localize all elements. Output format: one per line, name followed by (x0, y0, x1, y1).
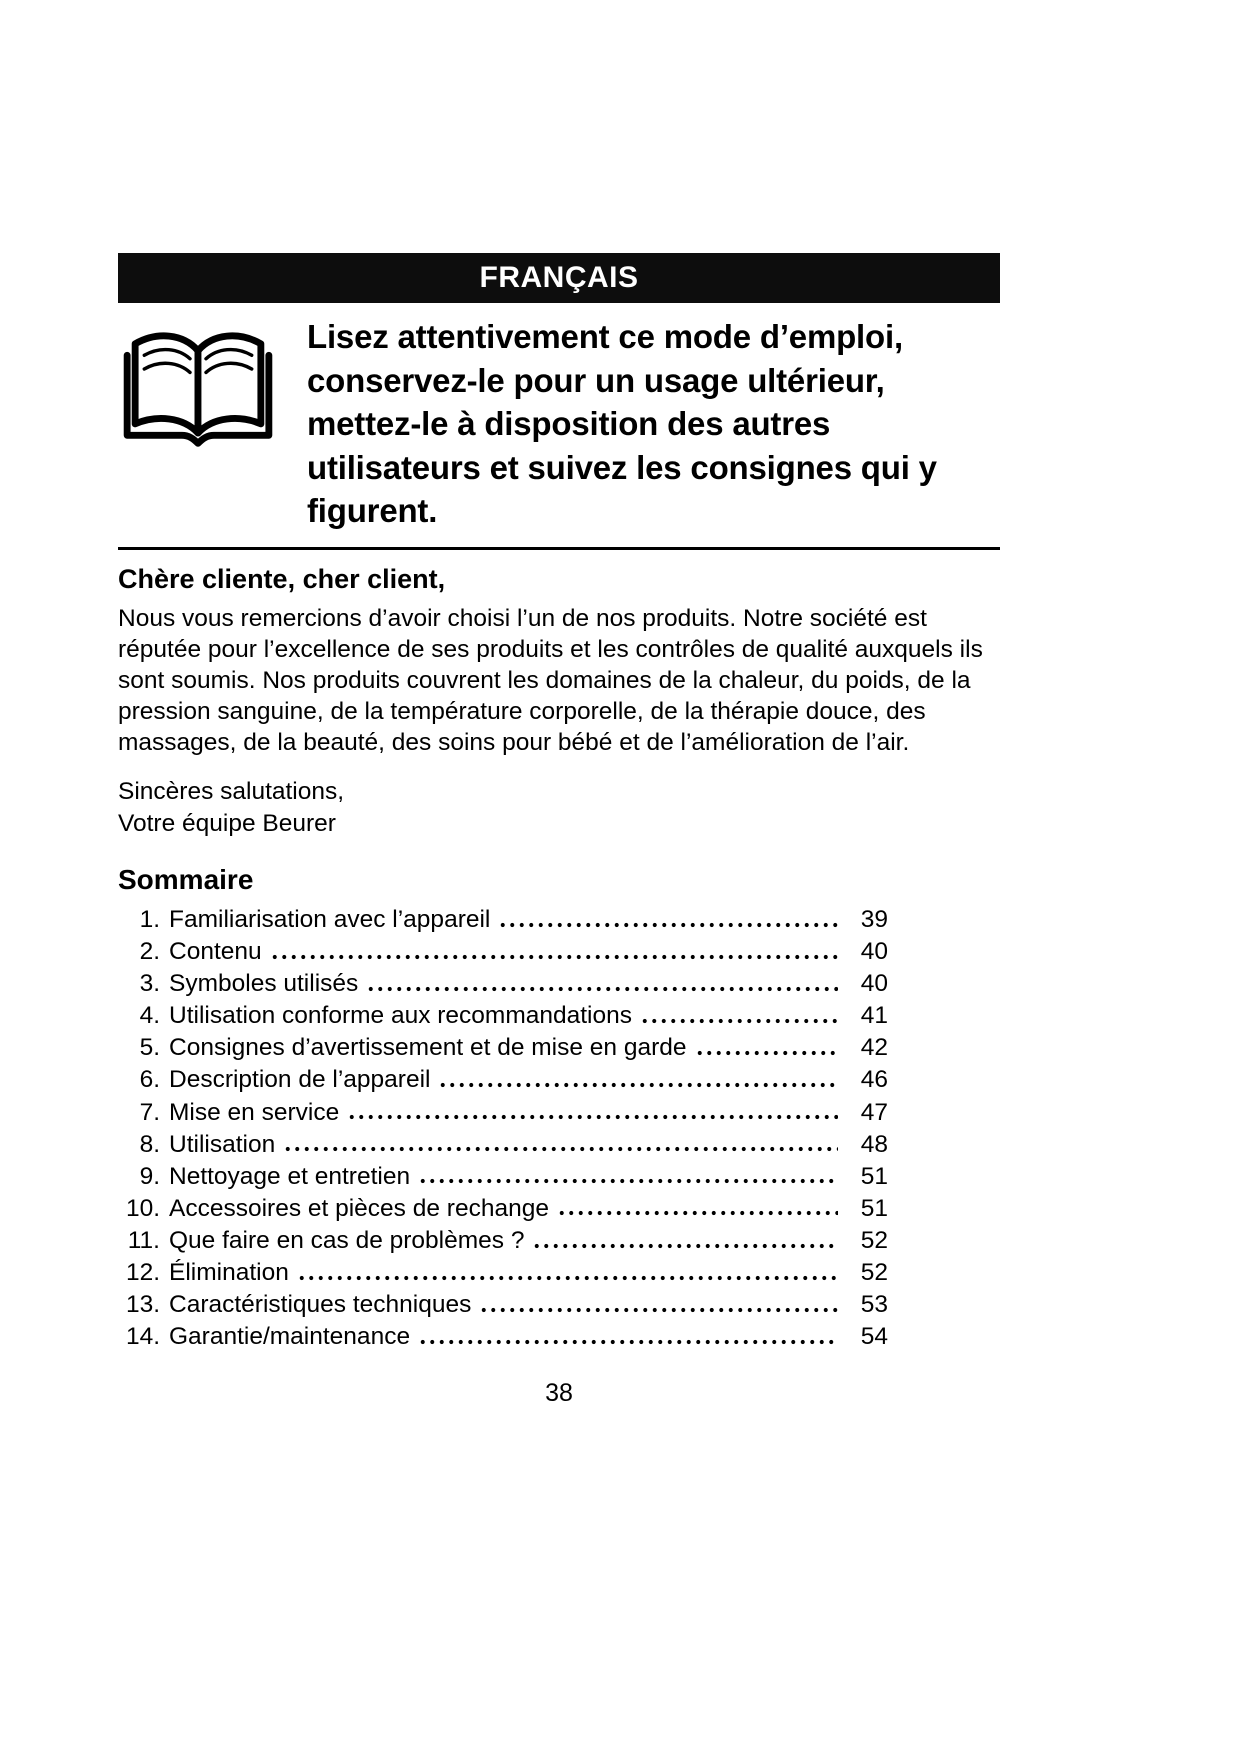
toc-item (118, 904, 888, 936)
toc-item-page: 47 (860, 1098, 888, 1126)
leader-dots (268, 936, 838, 968)
intro-section (118, 315, 1000, 550)
leader-dots (496, 904, 838, 936)
toc-item-title: Utilisation (169, 1130, 276, 1158)
toc-heading: Sommaire (118, 863, 254, 895)
toc-item-page: 51 (860, 1162, 888, 1190)
leader-dots (436, 1064, 838, 1096)
toc-item (118, 1032, 888, 1064)
toc-item-title: Garantie/maintenance (169, 1323, 411, 1351)
intro-text: Lisez attentivement ce mode d’emploi, conservez-le pour un usage ultérieur, mettez-le à disposition des autres utilisateurs et suivez les consignes qui y figurent. (307, 318, 937, 530)
leader-dots (530, 1225, 838, 1257)
toc-item-number: 4. (139, 1002, 160, 1030)
toc-item-title: Accessoires et pièces de rechange (169, 1194, 549, 1222)
book-icon (118, 315, 307, 533)
toc-item-page: 42 (860, 1034, 888, 1062)
leader-dots (693, 1032, 838, 1064)
toc-item-number: 1. (139, 905, 160, 933)
toc-item (118, 1097, 888, 1129)
toc-item (118, 1161, 888, 1193)
toc-item (118, 1193, 888, 1225)
toc-item-number: 6. (139, 1066, 160, 1094)
leader-dots (295, 1257, 838, 1289)
leader-dots (555, 1193, 838, 1225)
toc-item-title: Caractéristiques techniques (169, 1291, 472, 1319)
toc-item-page: 52 (860, 1259, 888, 1286)
toc-item-number: 5. (139, 1034, 160, 1062)
toc-item-title: Contenu (169, 938, 262, 966)
toc-item-number: 12. (125, 1259, 160, 1286)
toc-item-title: Nettoyage et entretien (169, 1162, 411, 1190)
toc-item (118, 1129, 888, 1161)
toc-item-page: 40 (860, 970, 888, 998)
toc-item-title: Mise en service (169, 1098, 340, 1126)
toc-item (118, 1225, 888, 1257)
leader-dots (345, 1097, 838, 1129)
language-banner (118, 253, 1000, 303)
toc-item-number: 2. (139, 938, 160, 966)
leader-dots (477, 1289, 838, 1321)
leader-dots (416, 1321, 838, 1353)
toc-item-number: 11. (127, 1226, 160, 1254)
toc-item-number: 3. (139, 970, 160, 998)
toc-item (118, 936, 888, 968)
leader-dots (416, 1161, 838, 1193)
toc-item-number: 14. (125, 1323, 160, 1351)
toc-item-page: 54 (860, 1323, 888, 1351)
toc-item-title: Que faire en cas de problèmes ? (169, 1226, 525, 1254)
closing-block (118, 776, 1000, 840)
toc-item-number: 7. (139, 1098, 160, 1126)
language-banner-label: FRANÇAIS (479, 261, 639, 294)
toc-item (118, 1257, 888, 1289)
leader-dots (364, 968, 838, 1000)
leader-dots (281, 1129, 838, 1161)
toc-item-number: 9. (139, 1162, 160, 1190)
toc-item-page: 40 (860, 938, 888, 966)
toc-item-title: Description de l’appareil (169, 1066, 431, 1094)
toc-item-title: Élimination (169, 1259, 289, 1286)
page-content (118, 253, 1000, 1408)
toc-item-title: Utilisation conforme aux recommandations (169, 1002, 632, 1030)
toc-item-page: 46 (860, 1066, 888, 1094)
toc-item-page: 48 (860, 1130, 888, 1158)
toc-item (118, 968, 888, 1000)
closing-team: Votre équipe Beurer (118, 810, 336, 838)
toc-item-page: 51 (860, 1194, 888, 1222)
leader-dots (638, 1000, 838, 1032)
toc-item (118, 1289, 888, 1321)
page-number: 38 (545, 1379, 573, 1408)
closing-salutation: Sincères salutations, (118, 778, 345, 806)
toc-item-number: 10. (125, 1194, 160, 1222)
greeting-paragraph: Nous vous remercions d’avoir choisi l’un de nos produits. Notre société est réputée pour l’excellence de ses produits et les contrôles de qualité auxquels ils sont soumis. Nos produits couvrent les domaines de la chaleur, du poids, de la pression sanguine, de la température corporelle, de la thérapie douce, des massages, de la beauté, des soins pour bébé et de l’amélioration de l’air. (118, 604, 983, 757)
toc-item-number: 8. (139, 1130, 160, 1158)
toc-item-number: 13. (125, 1291, 160, 1319)
toc-item (118, 1000, 888, 1032)
toc-item-page: 39 (860, 905, 888, 933)
toc-item-page: 52 (860, 1226, 888, 1254)
toc-item-title: Symboles utilisés (169, 970, 359, 998)
toc-item-page: 53 (860, 1291, 888, 1319)
toc-item (118, 1321, 888, 1353)
table-of-contents (118, 904, 888, 1353)
toc-item-title: Consignes d’avertissement et de mise en garde (169, 1034, 687, 1062)
greeting-heading: Chère cliente, cher client, (118, 563, 446, 594)
toc-item (118, 1064, 888, 1096)
toc-item-page: 41 (860, 1002, 888, 1030)
toc-item-title: Familiarisation avec l’appareil (169, 905, 491, 933)
